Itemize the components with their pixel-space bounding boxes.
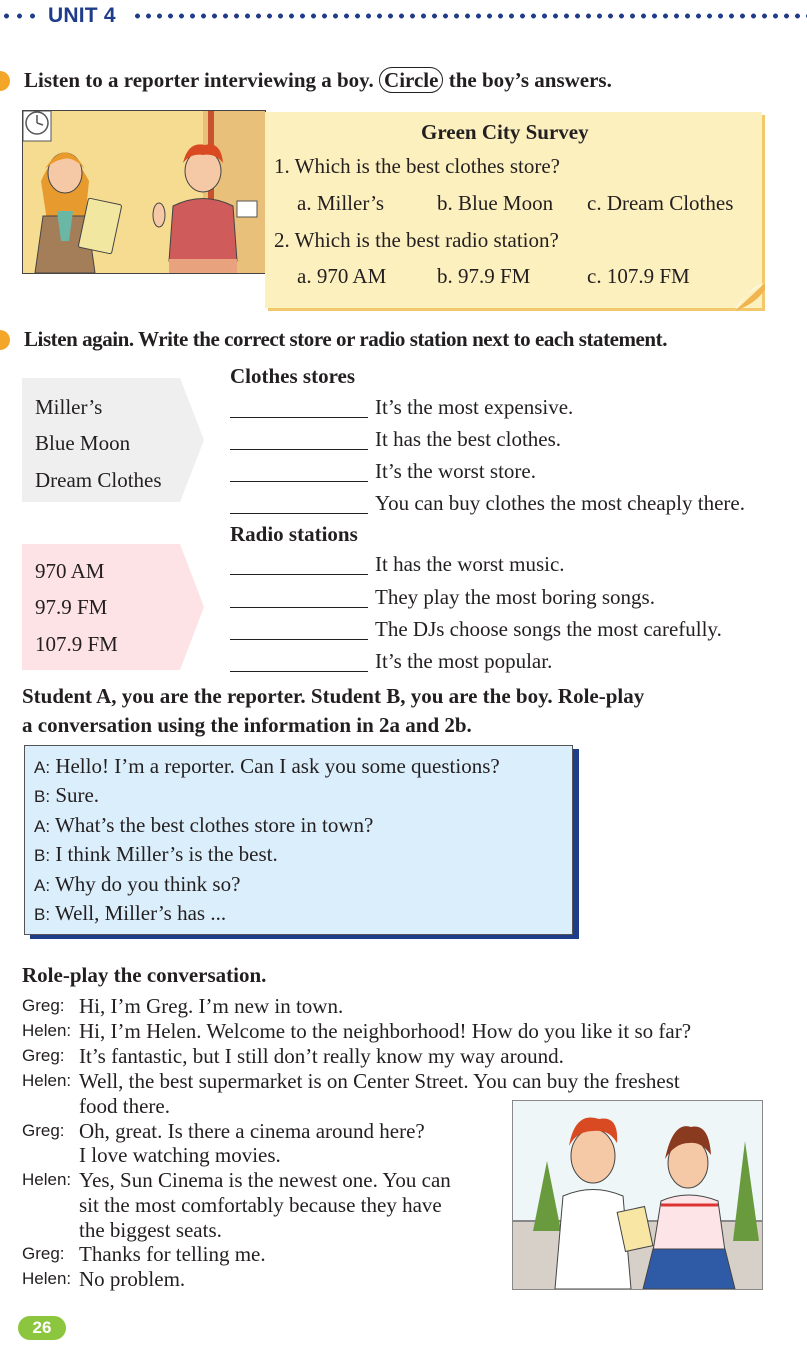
instruction-2a-end: the boy’s answers. [448,68,612,92]
instruction-2a-start: Listen to a reporter interviewing a boy. [24,68,374,92]
q1-option-a: a. Miller’s [297,191,385,215]
survey-question-1: 1. Which is the best clothes store? [274,154,560,178]
station-979fm: 97.9 FM [35,595,108,619]
conversation-speaker: Greg: [22,1244,65,1263]
role-play-heading: Role-play the conversation. [22,963,267,987]
q2-option-a: a. 970 AM [297,264,387,288]
illustration-svg [513,1101,762,1289]
unit-title: UNIT 4 [48,4,116,27]
conversation-line-continued: the biggest seats. [79,1218,222,1242]
circled-word: Circle [379,67,443,93]
greg-helen-illustration [512,1100,763,1290]
store-statement-3: It’s the worst store. [375,459,536,483]
page-curl-icon [735,283,765,311]
radio-stations-heading: Radio stations [230,522,358,546]
speaker-label: B: [34,905,51,924]
dialogue-text: Well, Miller’s has ... [54,901,227,925]
dotted-rule-left [0,13,42,19]
conversation-line-continued: sit the most comfortably because they have [79,1193,442,1217]
conversation-speaker: Helen: [22,1170,72,1189]
conversation-line: Oh, great. Is there a cinema around here? [79,1119,425,1143]
answer-blank[interactable] [230,574,368,575]
dialogue-line [34,813,373,838]
dialogue-line [34,901,226,926]
station-statement-4: It’s the most popular. [375,649,553,673]
speaker-label: A: [34,758,51,777]
station-970am: 970 AM [35,559,105,583]
dialogue-text: What’s the best clothes store in town? [54,813,374,837]
unit-header [0,0,807,36]
survey-question-2: 2. Which is the best radio station? [274,228,559,252]
speaker-label: A: [34,876,51,895]
instruction-2b: Listen again. Write the correct store or radio station next to each statement. [24,327,667,351]
answer-blank[interactable] [230,449,368,450]
speaker-label: B: [34,846,51,865]
instruction-2c-line1: Student A, you are the reporter. Student B, you are the boy. Role-play [22,684,645,708]
answer-blank[interactable] [230,639,368,640]
q2-option-b: b. 97.9 FM [437,264,531,288]
reporter-boy-illustration [22,110,266,274]
dialogue-text: Sure. [55,783,100,807]
dialogue-line [34,783,99,808]
conversation-speaker: Greg: [22,1046,65,1065]
q1-option-c: c. Dream Clothes [587,191,734,215]
answer-blank[interactable] [230,417,368,418]
exercise-bullet-2b [0,330,10,350]
dialogue-text: Hello! I’m a reporter. Can I ask you some questions? [55,754,500,778]
conversation-speaker: Helen: [22,1071,72,1090]
store-dream-clothes: Dream Clothes [35,468,162,492]
page-number: 26 [18,1316,66,1340]
illustration-svg [23,111,265,273]
instruction-2c-line2: a conversation using the information in 2a and 2b. [22,713,472,737]
speaker-label: B: [34,787,51,806]
answer-blank[interactable] [230,481,368,482]
station-statement-2: They play the most boring songs. [375,585,655,609]
station-statement-1: It has the worst music. [375,552,565,576]
conversation-line: Hi, I’m Helen. Welcome to the neighborhood! How do you like it so far? [79,1019,692,1043]
answer-blank[interactable] [230,513,368,514]
dialogue-line [34,872,240,897]
conversation-line: Hi, I’m Greg. I’m new in town. [79,994,344,1018]
q1-option-b: b. Blue Moon [437,191,554,215]
dialogue-line [34,842,278,867]
conversation-line: No problem. [79,1267,186,1291]
survey-title: Green City Survey [421,120,589,144]
station-statement-3: The DJs choose songs the most carefully. [375,617,722,641]
conversation-line: It’s fantastic, but I still don’t really know my way around. [79,1044,564,1068]
survey-card [265,112,762,308]
clothes-stores-heading: Clothes stores [230,364,356,388]
conversation-line-continued: food there. [79,1094,170,1118]
instruction-2a [24,68,612,93]
conversation-line: Yes, Sun Cinema is the newest one. You can [79,1168,451,1192]
dialogue-line [34,754,500,779]
dialogue-text: I think Miller’s is the best. [55,842,278,866]
dotted-rule-right [132,13,807,19]
conversation-speaker: Greg: [22,1121,65,1140]
conversation-line: Thanks for telling me. [79,1242,266,1266]
conversation-speaker: Helen: [22,1269,72,1288]
conversation-speaker: Helen: [22,1021,72,1040]
store-millers: Miller’s [35,395,103,419]
speaker-label: A: [34,817,51,836]
store-statement-2: It has the best clothes. [375,427,562,451]
sample-dialogue-box [24,745,573,935]
station-1079fm: 107.9 FM [35,632,118,656]
store-blue-moon: Blue Moon [35,431,131,455]
answer-blank[interactable] [230,671,368,672]
conversation-line-continued: I love watching movies. [79,1143,281,1167]
answer-blank[interactable] [230,607,368,608]
store-statement-4: You can buy clothes the most cheaply there. [375,491,745,515]
conversation-speaker: Greg: [22,996,65,1015]
dialogue-text: Why do you think so? [54,872,241,896]
store-statement-1: It’s the most expensive. [375,395,574,419]
conversation-line: Well, the best supermarket is on Center Street. You can buy the freshest [79,1069,680,1093]
exercise-bullet-2a [0,71,10,91]
q2-option-c: c. 107.9 FM [587,264,690,288]
